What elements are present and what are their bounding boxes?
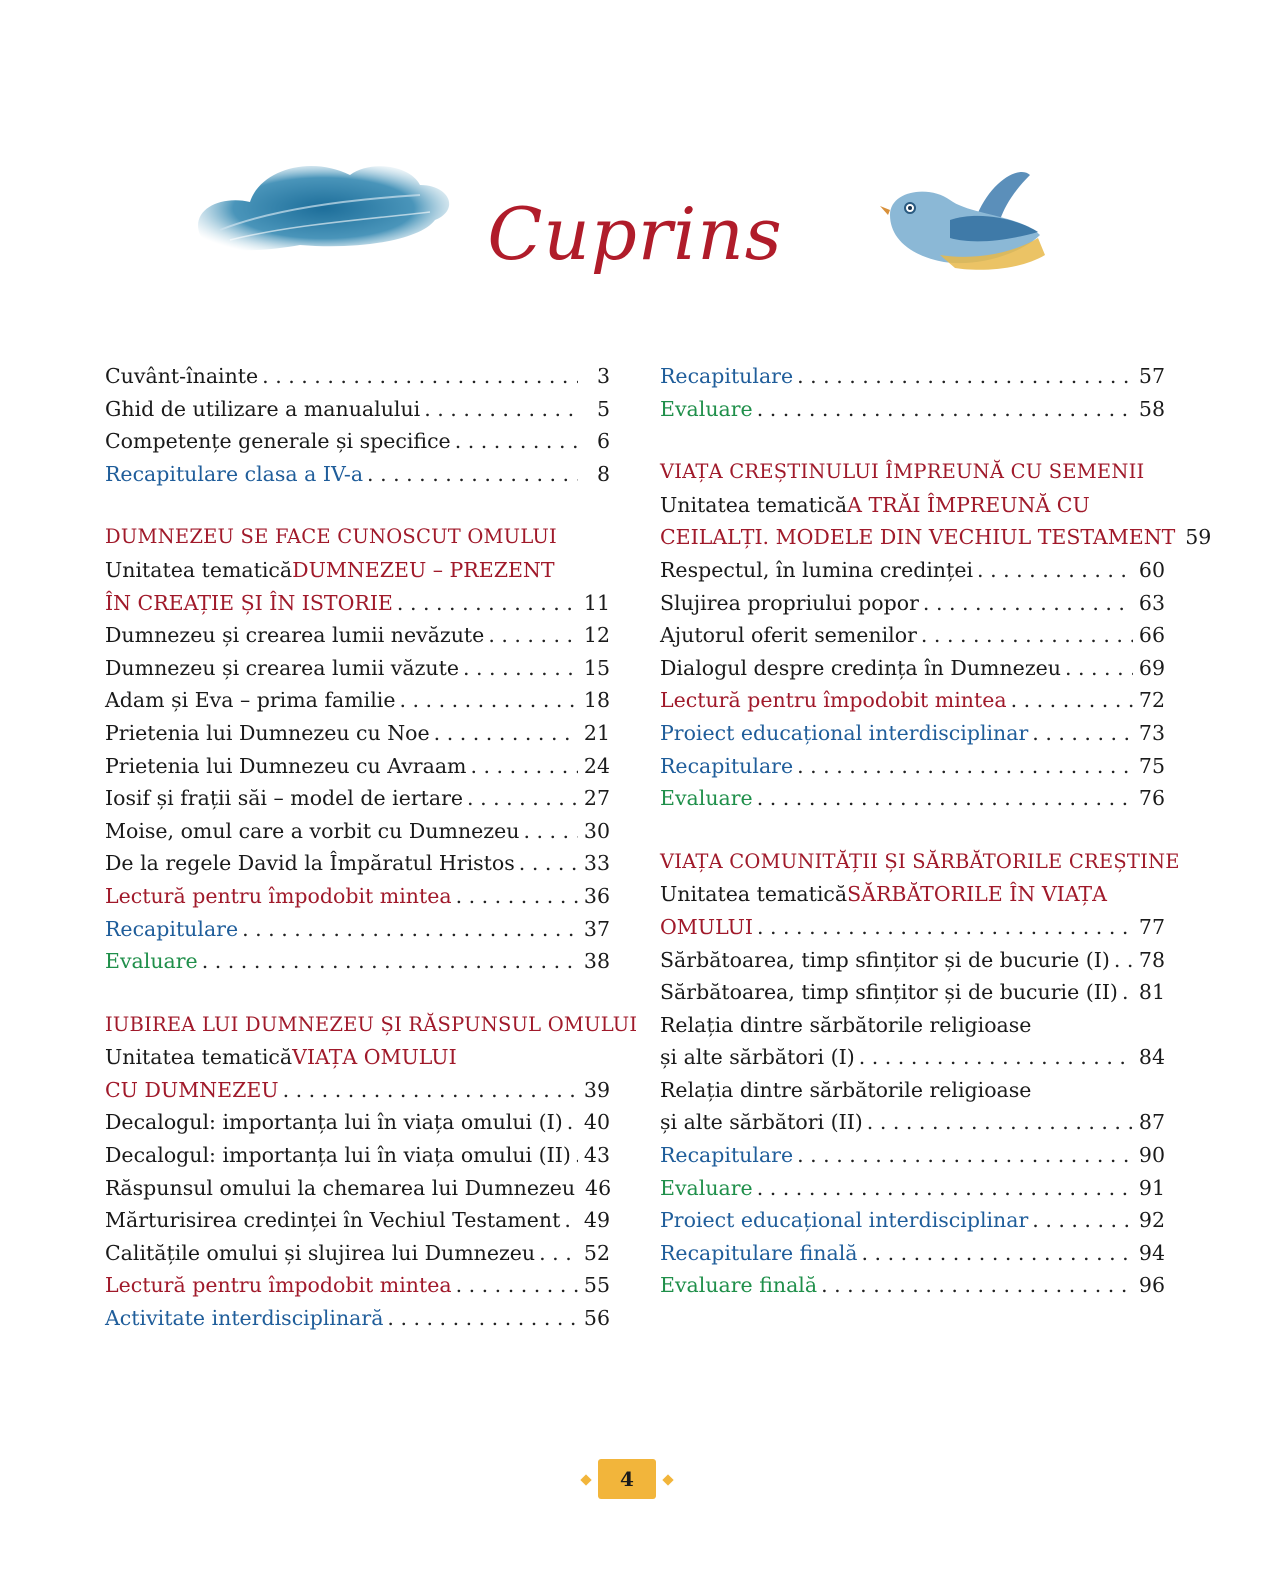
toc-entry[interactable] bbox=[660, 652, 1165, 685]
page-ref: 3 bbox=[596, 364, 610, 388]
leader-dots bbox=[1065, 652, 1133, 685]
entry-title: Respectul, în lumina credinței bbox=[660, 557, 974, 582]
toc-entry[interactable] bbox=[105, 1074, 610, 1107]
toc-entry[interactable] bbox=[660, 521, 1212, 554]
unit-prefix: Unitatea tematică bbox=[660, 882, 848, 907]
toc-entry[interactable] bbox=[105, 1139, 610, 1172]
leader-dots bbox=[921, 619, 1133, 652]
leader-dots bbox=[424, 393, 578, 426]
leader-dots bbox=[367, 458, 578, 491]
page-ref: 24 bbox=[583, 753, 610, 778]
entry-title: Evaluare finală bbox=[660, 1273, 818, 1298]
toc-entry bbox=[660, 878, 1165, 911]
entry-title: Ghid de utilizare a manualului bbox=[105, 396, 421, 421]
entry-title: DUMNEZEU – PREZENT bbox=[292, 557, 555, 582]
page-ref: 76 bbox=[1138, 786, 1165, 811]
page-ref: 94 bbox=[1138, 1240, 1165, 1265]
toc-entry[interactable] bbox=[660, 1041, 1165, 1074]
entry-title: Lectură pentru împodobit mintea bbox=[105, 1273, 452, 1298]
page-ref: 90 bbox=[1138, 1143, 1165, 1168]
leader-dots bbox=[1011, 684, 1133, 717]
page-ref: 58 bbox=[1138, 396, 1165, 421]
leader-dots bbox=[797, 750, 1133, 783]
leader-dots bbox=[859, 1041, 1133, 1074]
toc-entry[interactable] bbox=[105, 880, 610, 913]
toc-entry[interactable] bbox=[660, 911, 1165, 944]
bird-illustration bbox=[880, 160, 1060, 290]
leader-dots bbox=[455, 425, 578, 458]
toc-entry[interactable] bbox=[105, 684, 610, 717]
page-ref: 38 bbox=[583, 949, 610, 974]
page-ref: 92 bbox=[1138, 1208, 1165, 1233]
toc-entry[interactable] bbox=[105, 360, 610, 393]
toc-entry bbox=[105, 554, 610, 587]
toc-group bbox=[660, 846, 1180, 1302]
entry-title: Slujirea propriului popor bbox=[660, 590, 919, 615]
entry-title: Evaluare bbox=[660, 786, 753, 811]
toc-entry[interactable] bbox=[105, 1269, 610, 1302]
toc-entry[interactable] bbox=[105, 750, 610, 783]
page-ref: 75 bbox=[1138, 753, 1165, 778]
entry-title: A TRĂI ÎMPREUNĂ CU bbox=[847, 492, 1090, 517]
leader-dots bbox=[523, 815, 578, 848]
entry-title: Mărturisirea credinței în Vechiul Testament bbox=[105, 1208, 561, 1233]
toc-entry[interactable] bbox=[660, 1172, 1165, 1205]
entry-title: De la regele David la Împăratul Hristos bbox=[105, 851, 515, 876]
toc-entry[interactable] bbox=[105, 393, 610, 426]
page-ref: 36 bbox=[583, 883, 610, 908]
toc-entry[interactable] bbox=[105, 652, 610, 685]
entry-title: Cuvânt-înainte bbox=[105, 364, 259, 388]
page-ref: 33 bbox=[583, 851, 610, 876]
leader-dots bbox=[242, 913, 578, 946]
entry-title: Lectură pentru împodobit mintea bbox=[660, 688, 1007, 713]
leader-dots bbox=[797, 360, 1133, 393]
entry-title: CEILALȚI. MODELE DIN VECHIUL TESTAMENT bbox=[660, 525, 1176, 550]
toc-entry[interactable] bbox=[105, 717, 610, 750]
toc-left-column bbox=[105, 360, 638, 1366]
entry-title: Lectură pentru împodobit mintea bbox=[105, 883, 452, 908]
leader-dots bbox=[470, 750, 578, 783]
entry-title: Proiect educațional interdisciplinar bbox=[660, 720, 1029, 745]
unit-prefix: Unitatea tematică bbox=[105, 557, 293, 582]
entry-title: SĂRBĂTORILE ÎN VIAȚA bbox=[847, 882, 1107, 907]
leader-dots bbox=[821, 1269, 1133, 1302]
toc-entry[interactable] bbox=[105, 945, 610, 978]
entry-title: DUMNEZEU SE FACE CUNOSCUT OMULUI bbox=[105, 525, 557, 549]
page-ref: 30 bbox=[583, 818, 610, 843]
leader-dots bbox=[757, 393, 1133, 426]
toc-group bbox=[660, 456, 1212, 815]
entry-title: Dumnezeu și crearea lumii nevăzute bbox=[105, 623, 485, 648]
page-ref: 66 bbox=[1138, 623, 1165, 648]
toc-entry[interactable] bbox=[660, 393, 1165, 426]
page-ref: 84 bbox=[1138, 1045, 1165, 1070]
page-ref: 5 bbox=[596, 396, 610, 421]
page-ref: 27 bbox=[583, 786, 610, 811]
page-ref: 52 bbox=[583, 1240, 610, 1265]
toc-entry[interactable] bbox=[105, 1172, 610, 1205]
page-ref: 91 bbox=[1138, 1175, 1165, 1200]
ornament-right bbox=[662, 1474, 673, 1485]
section-heading bbox=[660, 456, 1165, 489]
toc-entry[interactable] bbox=[660, 1269, 1165, 1302]
entry-title: ÎN CREAȚIE ȘI ÎN ISTORIE bbox=[105, 590, 393, 615]
toc-entry bbox=[660, 1009, 1165, 1042]
page-ref: 78 bbox=[1138, 947, 1165, 972]
toc-group bbox=[105, 1009, 638, 1335]
entry-title: Ajutorul oferit semenilor bbox=[660, 623, 917, 648]
toc-entry bbox=[660, 1074, 1165, 1107]
page-ref: 73 bbox=[1138, 720, 1165, 745]
leader-dots bbox=[434, 717, 578, 750]
entry-title: Dialogul despre credința în Dumnezeu bbox=[660, 655, 1061, 680]
toc-entry[interactable] bbox=[105, 1302, 610, 1335]
entry-title: Evaluare bbox=[105, 949, 198, 974]
page-ref: 6 bbox=[596, 429, 610, 454]
page-ref: 21 bbox=[583, 720, 610, 745]
toc-entry[interactable] bbox=[660, 1139, 1165, 1172]
leader-dots bbox=[867, 1106, 1133, 1139]
leader-dots bbox=[757, 911, 1133, 944]
entry-title: OMULUI bbox=[660, 914, 753, 939]
toc-entry[interactable] bbox=[105, 425, 610, 458]
entry-title: Recapitulare bbox=[660, 753, 794, 778]
leader-dots bbox=[262, 360, 578, 393]
entry-title: Moise, omul care a vorbit cu Dumnezeu bbox=[105, 818, 520, 843]
entry-title: Evaluare bbox=[660, 396, 753, 421]
entry-title: VIAȚA OMULUI bbox=[292, 1045, 457, 1070]
entry-title: Decalogul: importanța lui în viața omului (I) bbox=[105, 1110, 563, 1135]
toc-group bbox=[105, 521, 610, 977]
entry-title: Sărbătoarea, timp sfințitor și de bucurie (I) bbox=[660, 947, 1110, 972]
entry-title: Competențe generale și specifice bbox=[105, 429, 451, 454]
unit-prefix: Unitatea tematică bbox=[660, 492, 848, 517]
entry-title: Proiect educațional interdisciplinar bbox=[660, 1208, 1029, 1233]
page-ref: 57 bbox=[1138, 364, 1165, 388]
leader-dots bbox=[463, 652, 578, 685]
leader-dots bbox=[488, 619, 578, 652]
page-ref: 49 bbox=[583, 1208, 610, 1233]
leader-dots bbox=[567, 1106, 578, 1139]
leader-dots bbox=[283, 1074, 578, 1107]
page-ref: 60 bbox=[1138, 557, 1165, 582]
entry-title: Recapitulare bbox=[105, 916, 239, 941]
entry-title: VIAȚA COMUNITĂȚII ȘI SĂRBĂTORILE CREȘTINE bbox=[660, 849, 1180, 873]
toc-entry[interactable] bbox=[660, 1237, 1165, 1270]
section-heading bbox=[105, 521, 610, 554]
leader-dots bbox=[1114, 944, 1133, 977]
page-ref: 69 bbox=[1138, 655, 1165, 680]
leader-dots bbox=[862, 1237, 1134, 1270]
ornament-left bbox=[580, 1474, 591, 1485]
entry-title: Activitate interdisciplinară bbox=[105, 1306, 384, 1331]
entry-title: Recapitulare bbox=[660, 364, 794, 388]
toc-entry[interactable] bbox=[105, 1204, 610, 1237]
page-ref: 96 bbox=[1138, 1273, 1165, 1298]
toc-entry[interactable] bbox=[105, 458, 610, 491]
leader-dots bbox=[387, 1302, 578, 1335]
leader-dots bbox=[1122, 976, 1133, 1009]
section-heading bbox=[660, 846, 1180, 879]
page-ref: 59 bbox=[1185, 525, 1212, 550]
page-ref: 12 bbox=[583, 623, 610, 648]
section-heading bbox=[105, 1009, 638, 1042]
entry-title: și alte sărbători (I) bbox=[660, 1045, 855, 1070]
entry-title: Decalogul: importanța lui în viața omului (II) bbox=[105, 1143, 571, 1168]
toc-entry[interactable] bbox=[660, 717, 1165, 750]
leader-dots bbox=[797, 1139, 1133, 1172]
page-title: Cuprins bbox=[487, 192, 783, 276]
page-ref: 40 bbox=[583, 1110, 610, 1135]
page-ref: 63 bbox=[1138, 590, 1165, 615]
page-ref: 72 bbox=[1138, 688, 1165, 713]
toc-right-column bbox=[660, 360, 1212, 1333]
entry-title: VIAȚA CREȘTINULUI ÎMPREUNĂ CU SEMENII bbox=[660, 460, 1145, 484]
page-ref: 46 bbox=[585, 1175, 612, 1200]
leader-dots bbox=[399, 684, 578, 717]
leader-dots bbox=[539, 1237, 578, 1270]
leader-dots bbox=[1032, 1204, 1133, 1237]
toc-entry[interactable] bbox=[660, 360, 1165, 393]
toc-entry[interactable] bbox=[660, 944, 1165, 977]
leader-dots bbox=[757, 1172, 1133, 1205]
toc-entry[interactable] bbox=[105, 619, 610, 652]
unit-prefix: Unitatea tematică bbox=[105, 1045, 293, 1070]
toc-entry[interactable] bbox=[660, 750, 1165, 783]
toc-entry[interactable] bbox=[105, 1106, 610, 1139]
leader-dots bbox=[564, 1204, 578, 1237]
toc-entry[interactable] bbox=[105, 815, 610, 848]
toc-entry bbox=[105, 1041, 610, 1074]
leader-dots bbox=[202, 945, 578, 978]
toc-entry bbox=[660, 489, 1165, 522]
entry-title: Răspunsul omului la chemarea lui Dumnezeu bbox=[105, 1175, 576, 1200]
entry-title: Dumnezeu și crearea lumii văzute bbox=[105, 655, 459, 680]
page-number: 4 bbox=[598, 1459, 656, 1499]
leader-dots bbox=[757, 782, 1133, 815]
entry-title: Recapitulare finală bbox=[660, 1240, 858, 1265]
toc-entry[interactable] bbox=[105, 782, 610, 815]
page-ref: 55 bbox=[583, 1273, 610, 1298]
page-ref: 56 bbox=[583, 1306, 610, 1331]
page-ref: 43 bbox=[583, 1143, 610, 1168]
page-ref: 87 bbox=[1138, 1110, 1165, 1135]
entry-title: și alte sărbători (II) bbox=[660, 1110, 863, 1135]
page-ref: 81 bbox=[1138, 980, 1165, 1005]
toc-entry[interactable] bbox=[660, 782, 1165, 815]
leader-dots bbox=[977, 554, 1133, 587]
toc-entry[interactable] bbox=[660, 976, 1165, 1009]
toc-entry[interactable] bbox=[105, 847, 610, 880]
page-ref: 77 bbox=[1138, 914, 1165, 939]
leader-dots bbox=[456, 1269, 578, 1302]
leader-dots bbox=[456, 880, 578, 913]
entry-title: Sărbătoarea, timp sfințitor și de bucurie (II) bbox=[660, 980, 1118, 1005]
page-ref: 37 bbox=[583, 916, 610, 941]
leader-dots bbox=[575, 1139, 578, 1172]
page-ref: 8 bbox=[596, 461, 610, 486]
entry-title: Relația dintre sărbătorile religioase bbox=[660, 1077, 1032, 1102]
leader-dots bbox=[467, 782, 578, 815]
entry-title: Recapitulare clasa a IV-a bbox=[105, 461, 364, 486]
entry-title: Prietenia lui Dumnezeu cu Avraam bbox=[105, 753, 467, 778]
toc-entry[interactable] bbox=[660, 684, 1165, 717]
toc-entry[interactable] bbox=[660, 619, 1165, 652]
toc-entry[interactable] bbox=[660, 554, 1165, 587]
entry-title: IUBIREA LUI DUMNEZEU ȘI RĂSPUNSUL OMULUI bbox=[105, 1012, 638, 1036]
toc-entry[interactable] bbox=[105, 913, 610, 946]
toc-group bbox=[105, 360, 610, 490]
entry-title: Relația dintre sărbătorile religioase bbox=[660, 1012, 1032, 1037]
toc-entry[interactable] bbox=[660, 587, 1165, 620]
entry-title: CU DUMNEZEU bbox=[105, 1077, 279, 1102]
entry-title: Calitățile omului și slujirea lui Dumnezeu bbox=[105, 1240, 536, 1265]
entry-title: Prietenia lui Dumnezeu cu Noe bbox=[105, 720, 430, 745]
page-ref: 11 bbox=[583, 590, 610, 615]
toc-entry[interactable] bbox=[105, 587, 610, 620]
entry-title: Iosif și frații săi – model de iertare bbox=[105, 786, 464, 811]
leader-dots bbox=[397, 587, 578, 620]
toc-entry[interactable] bbox=[660, 1204, 1165, 1237]
page-ref: 18 bbox=[583, 688, 610, 713]
page-ref: 39 bbox=[583, 1077, 610, 1102]
entry-title: Evaluare bbox=[660, 1175, 753, 1200]
leader-dots bbox=[923, 587, 1133, 620]
toc-group bbox=[660, 360, 1165, 425]
toc-entry[interactable] bbox=[660, 1106, 1165, 1139]
entry-title: Recapitulare bbox=[660, 1143, 794, 1168]
toc-entry[interactable] bbox=[105, 1237, 610, 1270]
entry-title: Adam și Eva – prima familie bbox=[105, 688, 396, 713]
leader-dots bbox=[1032, 717, 1133, 750]
page-ref: 15 bbox=[583, 655, 610, 680]
leader-dots bbox=[519, 847, 578, 880]
